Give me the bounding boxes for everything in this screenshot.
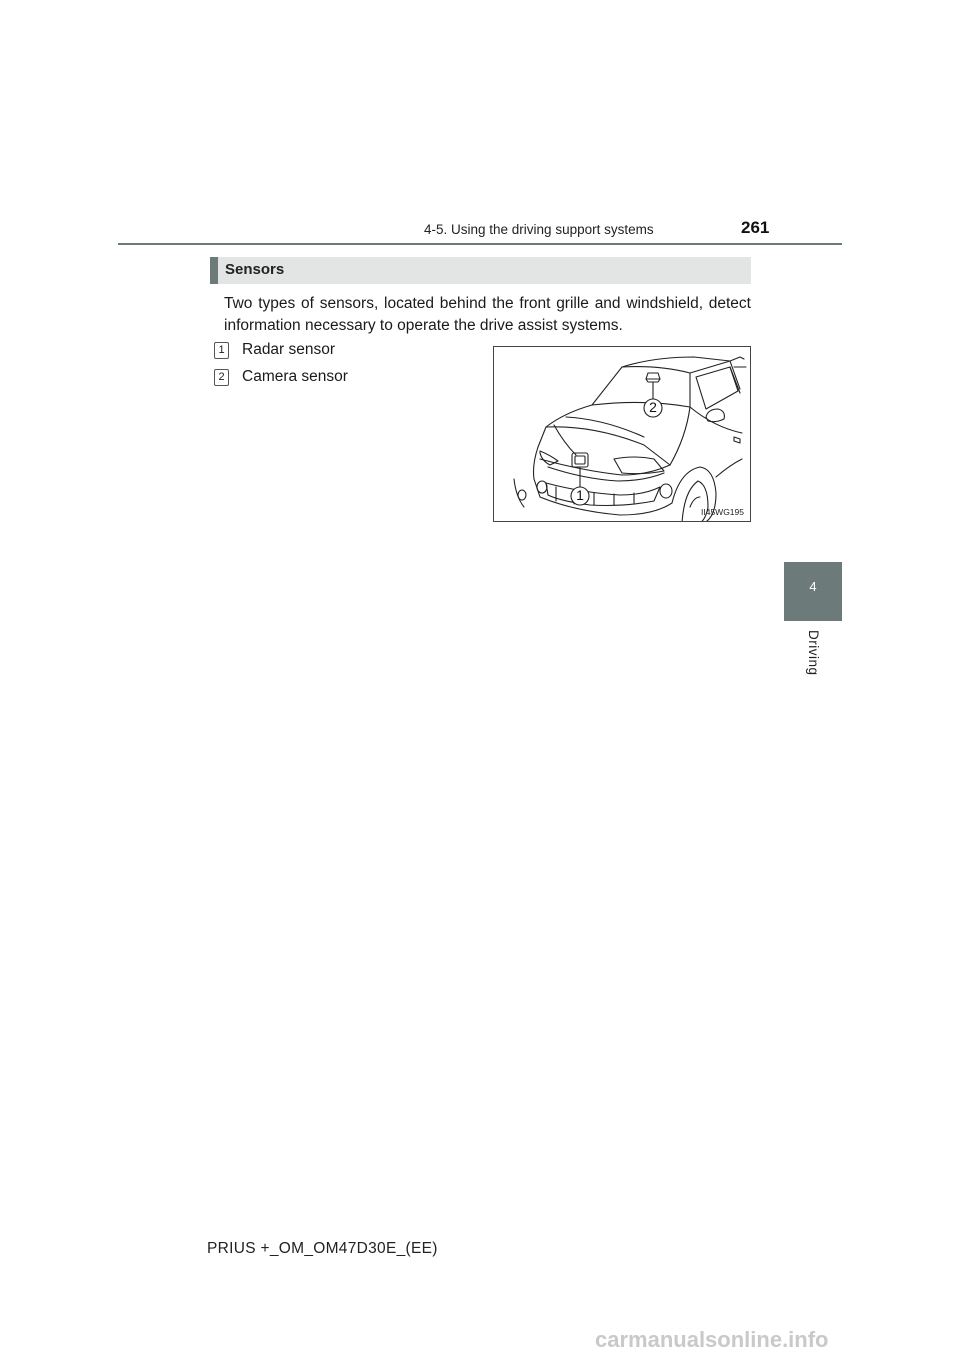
watermark: carmanualsonline.info xyxy=(595,1327,829,1352)
item-label: Camera sensor xyxy=(242,368,348,385)
car-drawing xyxy=(494,347,751,522)
footer-document-id: PRIUS +_OM_OM47D30E_(EE) xyxy=(207,1240,438,1257)
chapter-label: Driving xyxy=(806,630,821,676)
section-heading-bar xyxy=(210,257,751,284)
chapter-number: 4 xyxy=(809,579,817,594)
section-heading-accent xyxy=(210,257,218,284)
callout-1-label: 1 xyxy=(576,487,584,503)
chapter-tab xyxy=(784,562,842,621)
section-title: Sensors xyxy=(225,261,285,278)
car-sensor-illustration xyxy=(493,346,751,522)
figure-code: II45WG195 xyxy=(701,507,744,517)
item-label: Radar sensor xyxy=(242,341,336,358)
callout-2-label: 2 xyxy=(649,399,657,415)
item-number-badge: 1 xyxy=(214,342,229,359)
page-number: 261 xyxy=(741,218,770,237)
section-body: Two types of sensors, located behind the front grille and windshield, detect information necessary to operate the drive assist systems. xyxy=(224,295,751,334)
header-section-title: 4-5. Using the driving support systems xyxy=(424,222,654,237)
item-number-badge: 2 xyxy=(214,369,229,386)
header-rule xyxy=(118,243,842,245)
